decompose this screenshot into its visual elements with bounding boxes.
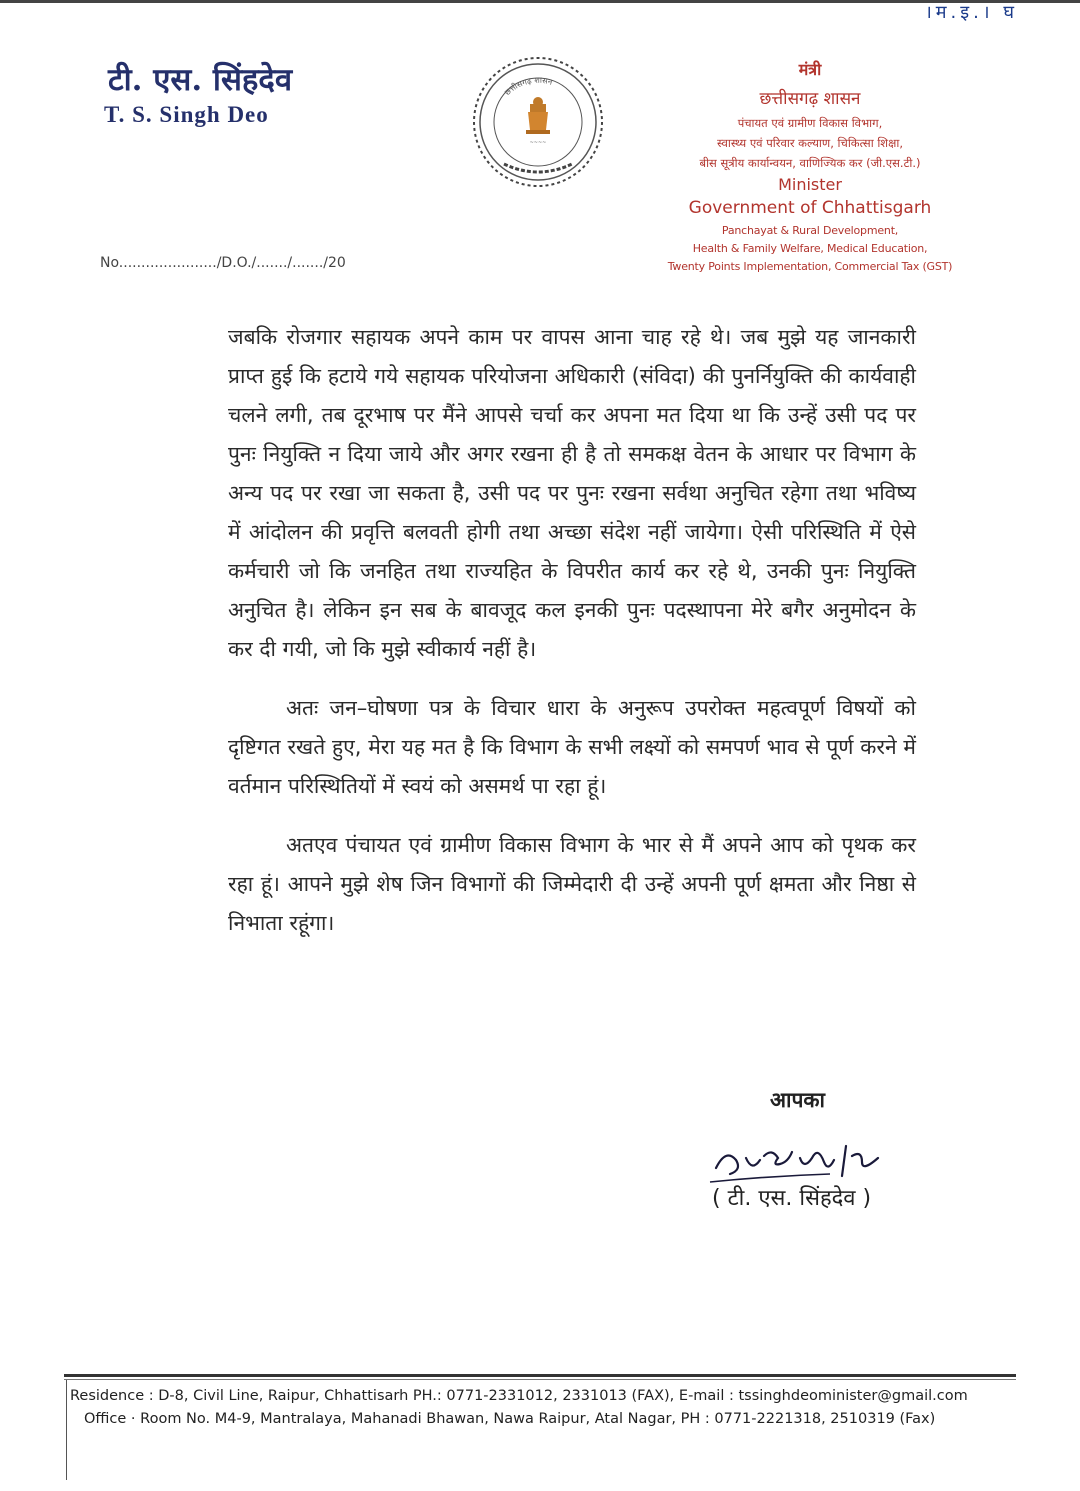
svg-text:~~~~: ~~~~ <box>529 140 547 146</box>
corner-handwritten-mark: ।म.इ.। घ <box>924 2 1018 23</box>
department-hindi-line: पंचायत एवं ग्रामीण विकास विभाग, <box>737 116 883 130</box>
body-paragraph-2: अतः जन–घोषणा पत्र के विचार धारा के अनुरूप उपरोक्त महत्वपूर्ण विषयों को दृष्टिगत रखते हुए, मेरा यह मत है कि विभाग के सभी लक्ष्यों को समपर्ण भाव से पूर्ण करने में वर्तमान परिस्थितियों में स्वयं को असमर्थ पा रहा हूं। <box>228 696 916 798</box>
department-english-line: Panchayat & Rural Development, <box>721 224 899 237</box>
footer-contact <box>70 1385 1010 1431</box>
closing-salutation: आपका <box>770 1088 825 1112</box>
footer-left-border <box>66 1380 67 1480</box>
handwritten-signature <box>706 1128 906 1188</box>
footer-divider <box>64 1374 1016 1377</box>
government-english: Government of Chhattisgarh <box>688 198 932 218</box>
signatory-name: ( टी. एस. सिंहदेव ) <box>712 1186 872 1211</box>
department-hindi-line: बीस सूत्रीय कार्यान्वयन, वाणिज्यिक कर (जी.एस.टी.) <box>699 156 921 170</box>
svg-text:छत्तीसगढ़ शासन <box>503 76 554 97</box>
footer-divider-thin <box>64 1379 1016 1380</box>
government-seal-emblem <box>468 52 608 192</box>
department-english-line: Health & Family Welfare, Medical Education, <box>692 242 928 255</box>
designation-english: Minister <box>778 175 842 194</box>
letter-body <box>228 318 916 943</box>
reference-number: No....................../D.O./......./......./20 <box>100 255 346 271</box>
footer-residence: Residence : D-8, Civil Line, Raipur, Chhattisarh PH.: 0771-2331012, 2331013 (FAX), E-mail : tssinghdeominister@gmail.com <box>70 1388 968 1404</box>
seal-text: छत्तीसगढ़ शासन <box>502 75 554 98</box>
footer-office: Office · Room No. M4-9, Mantralaya, Mahanadi Bhawan, Nawa Raipur, Atal Nagar, PH : 0771-2221318, 2510319 (Fax) <box>84 1411 936 1427</box>
letterhead-name-english: T. S. Singh Deo <box>104 102 269 127</box>
department-english-line: Twenty Points Implementation, Commercial Tax (GST) <box>667 260 953 273</box>
department-hindi-line: स्वास्थ्य एवं परिवार कल्याण, चिकित्सा शिक्षा, <box>716 136 904 150</box>
government-hindi: छत्तीसगढ़ शासन <box>759 89 861 109</box>
letterhead-designation-block <box>630 58 990 276</box>
departments-hindi <box>630 113 990 173</box>
body-paragraph-1: जबकि रोजगार सहायक अपने काम पर वापस आना चाह रहे थे। जब मुझे यह जानकारी प्राप्त हुई कि हटाये गये सहायक परियोजना अधिकारी (संविदा) की पुनर्नियुक्ति की कार्यवाही चलने लगी, तब दूरभाष पर मैंने आपसे चर्चा कर अपना मत दिया था कि उन्हें उसी पद पर पुनः नियुक्ति न दिया जाये और अगर रखना ही है तो समकक्ष वेतन के आधार पर विभाग के अन्य पद पर रखा जा सकता है, उसी पद पर पुनः रखना सर्वथा अनुचित रहेगा तथा भविष्य में आंदोलन की प्रवृत्ति बलवती होगी तथा अच्छा संदेश नहीं जायेगा। ऐसी परिस्थिति में ऐसे कर्मचारी जो कि जनहित तथा राज्यहित के विपरीत कार्य कर रहे थे, उनकी पुनः नियुक्ति अनुचित है। लेकिन इन सब के बावजूद कल इनकी पुनः पदस्थापना मेरे बगैर अनुमोदन के कर दी गयी, जो कि मुझे स्वीकार्य नहीं है। <box>228 325 916 661</box>
designation-hindi: मंत्री <box>798 60 822 79</box>
letterhead-name-hindi: टी. एस. सिंहदेव <box>108 62 293 98</box>
body-paragraph-3: अतएव पंचायत एवं ग्रामीण विकास विभाग के भार से मैं अपने आप को पृथक कर रहा हूं। आपने मुझे शेष जिन विभागों की जिम्मेदारी दी उन्हें अपनी पूर्ण क्षमता और निष्ठा से निभाता रहूंगा। <box>228 833 916 935</box>
departments-english <box>630 222 990 276</box>
top-edge-line <box>0 0 1080 3</box>
